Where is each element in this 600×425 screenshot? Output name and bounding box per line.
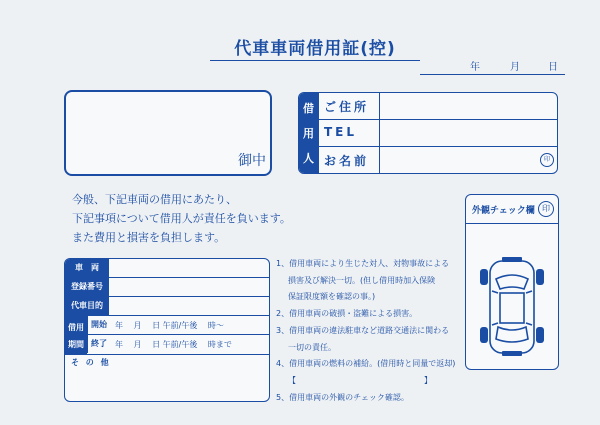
- borrower-tel-field[interactable]: [379, 120, 558, 146]
- term-line: 保証限度額を確認の事。): [288, 292, 376, 302]
- period-block: [65, 316, 269, 355]
- end-row[interactable]: [65, 335, 269, 353]
- term-line: 3、借用車両の違法駐車など道路交通法に関わる: [276, 325, 450, 335]
- term-line: 5、借用車両の外観のチェック確認。: [276, 392, 409, 402]
- borrower-tel-row: [319, 120, 557, 147]
- term-line: 損害及び解決一切。(但し借用時加入保険: [288, 275, 436, 285]
- terms-list: [276, 256, 464, 406]
- seal-stamp-icon: 印: [538, 201, 554, 217]
- term-line: 1、借用車両により生じた対人、対物事故による: [276, 259, 450, 268]
- date-year: 年: [470, 62, 480, 73]
- borrower-address-field[interactable]: [379, 93, 558, 119]
- start-datetime-text: 年 月 日 午前/午後 時～: [115, 321, 224, 330]
- borrower-name-field[interactable]: [379, 147, 558, 173]
- intro-line-3: また費用と損害を負担します。: [72, 231, 226, 244]
- document-title: 代車車両借用証(控): [210, 34, 420, 61]
- registration-row[interactable]: [65, 278, 269, 297]
- vehicle-label: 車 両: [65, 259, 109, 277]
- date-line[interactable]: [420, 58, 565, 75]
- end-label: 終了: [87, 335, 110, 353]
- period-label: 借用 期間: [65, 316, 87, 354]
- addressee-box[interactable]: [64, 90, 272, 176]
- borrower-address-row: [319, 93, 557, 120]
- date-day: 日: [548, 62, 558, 73]
- term-line: 一切の責任。: [288, 342, 336, 352]
- fuel-note-field[interactable]: 【 】: [288, 375, 432, 385]
- purpose-label: 代車目的: [65, 297, 109, 315]
- borrower-address-label: ご住所: [324, 100, 370, 114]
- seal-stamp-icon: 印: [540, 153, 554, 167]
- car-top-view-icon: [476, 255, 548, 359]
- exterior-check-box[interactable]: [465, 194, 559, 370]
- vehicle-table: [64, 258, 270, 402]
- purpose-row[interactable]: [65, 297, 269, 316]
- exterior-check-title: 外観チェック欄: [472, 206, 535, 216]
- exterior-divider: [466, 223, 558, 224]
- borrower-box: [298, 92, 558, 174]
- other-field[interactable]: [65, 355, 269, 401]
- borrower-tel-label: TEL: [324, 125, 358, 139]
- intro-line-1: 今般、下記車両の借用にあたり、: [72, 193, 237, 206]
- borrower-side-label: 借 用 人: [299, 93, 319, 173]
- other-label: そ の 他: [71, 358, 111, 367]
- vehicle-row[interactable]: [65, 259, 269, 278]
- date-month: 月: [510, 62, 520, 73]
- addressee-suffix: 御中: [238, 153, 266, 169]
- registration-label: 登録番号: [65, 278, 109, 296]
- borrower-name-row: [319, 147, 557, 173]
- term-line: 2、借用車両の破損・盗難による損害。: [276, 309, 418, 319]
- start-label: 開始: [87, 316, 110, 334]
- term-line: 4、借用車両の燃料の補給。(借用時と同量で返却): [276, 359, 456, 369]
- start-row[interactable]: [65, 316, 269, 335]
- end-datetime-text: 年 月 日 午前/午後 時まで: [115, 340, 232, 349]
- borrower-name-label: お名前: [324, 154, 370, 168]
- intro-line-2: 下記事項について借用人が責任を負います。: [72, 212, 291, 225]
